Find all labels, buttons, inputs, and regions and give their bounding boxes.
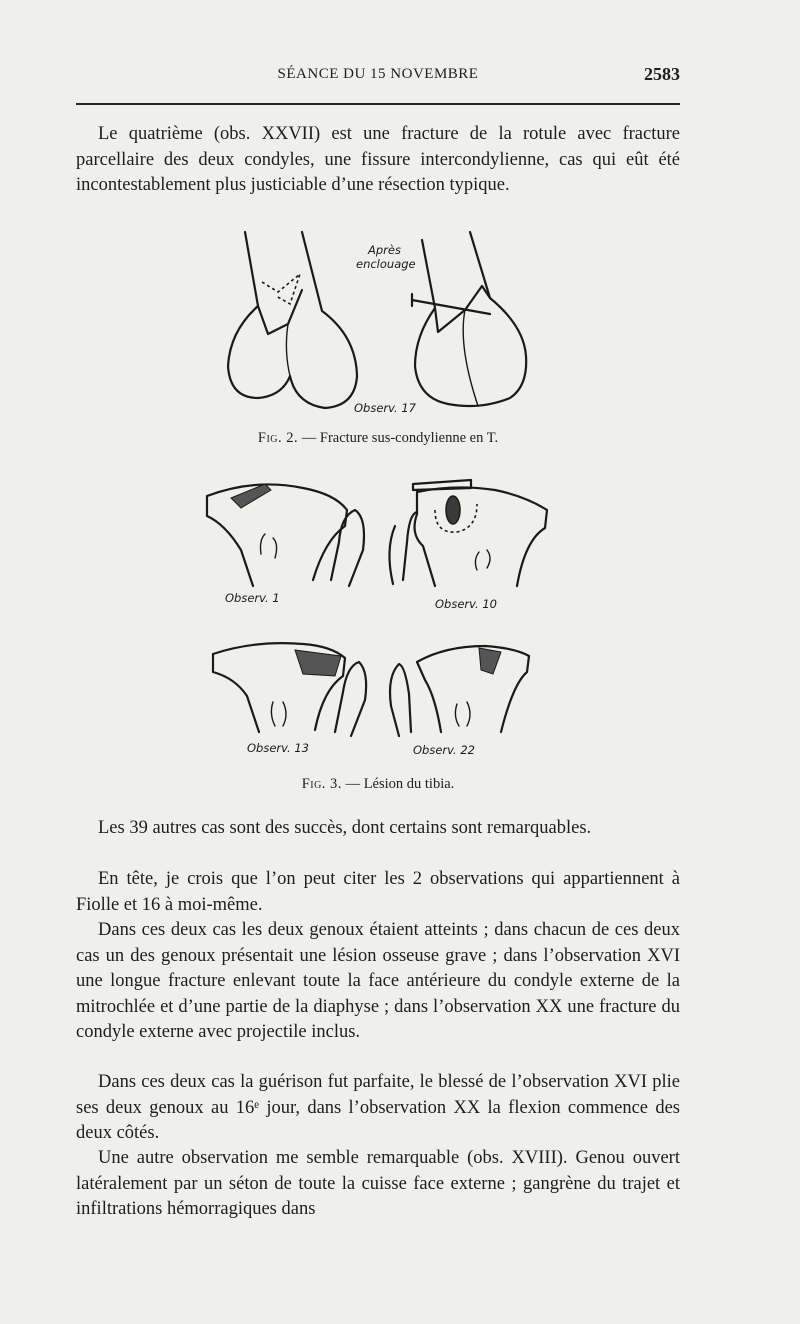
page-header (76, 62, 680, 92)
paragraph-deux-cas: Dans ces deux cas les deux genoux étaient atteints ; dans chacun de ces deux cas un des genoux présentait une lésion osseuse grave ; dans l’observation XVI une longue fracture enlevant toute la face antérieure du condyle externe de la mitrochlée et d’une partie de la diaphyse ; dans l’observation XX une fracture du condyle externe avec projectile inclus. (76, 920, 680, 1042)
label-observ-1: Observ. 1 (225, 591, 280, 605)
projectile (446, 496, 460, 524)
tibia-obs-22 (390, 646, 529, 757)
tibia-obs-13 (213, 643, 366, 755)
figure-2-label: Fig. 2. (257, 430, 299, 446)
running-title: SÉANCE DU 15 NOVEMBRE (277, 66, 479, 82)
paragraph-guerison: Dans ces deux cas la guérison fut parfaite, le blessé de l’observation XVI plie ses deux genoux au 16ᵉ jour, dans l’observation XX la flexion commence des deux côtés. (76, 1072, 680, 1143)
label-observ-13: Observ. 13 (247, 741, 309, 755)
paragraph-obs-xxvii: Le quatrième (obs. XXVII) est une fracture de la rotule avec fracture parcellaire des deux condyles, une fissure intercondylienne, cas qui eût été incontestablement plus justiciable d’une résection typique. (76, 124, 680, 195)
paragraph-obs-xviii: Une autre observation me semble remarquable (obs. XVIII). Genou ouvert latéralement par un séton de toute la cuisse face externe ; gangrène du trajet et infiltrations hémorragiques dans (76, 1148, 680, 1219)
lesion-shaded (295, 650, 341, 676)
femur-left-fracture (258, 290, 302, 334)
figure-3-caption-text: — Lésion du tibia. (345, 776, 455, 792)
femur-left-outline (228, 232, 357, 408)
paragraph-39-cas: Les 39 autres cas sont des succès, dont certains sont remarquables. (98, 818, 592, 838)
annotation-apres: Après (368, 243, 401, 257)
figure-2-drawing (210, 226, 550, 426)
figure-3-caption (76, 776, 680, 793)
figure-2-caption (76, 430, 680, 447)
femur-left-split (286, 324, 290, 376)
page-number: 2583 (644, 64, 680, 84)
figure-3-drawing (195, 470, 575, 770)
annotation-enclouage: enclouage (356, 257, 416, 271)
figure-2-caption-text: — Fracture sus-condylienne en T. (301, 430, 499, 446)
tibia-obs-10 (389, 480, 547, 611)
label-observ-22: Observ. 22 (413, 743, 475, 757)
header-rule (76, 103, 680, 105)
patella-fragment (413, 480, 471, 490)
annotation-observ-17: Observ. 17 (354, 401, 416, 415)
femur-right-nail (412, 300, 490, 314)
paragraph-en-tete: En tête, je crois que l’on peut citer les 2 observations qui appartiennent à Fiolle et 16 à moi-même. (76, 869, 680, 915)
tibia-obs-1 (207, 484, 364, 605)
femur-right-split (463, 310, 478, 406)
label-observ-10: Observ. 10 (435, 597, 497, 611)
femur-left-fragment-dashed (262, 274, 300, 304)
lesion-shaded (479, 648, 501, 674)
figure-3-label: Fig. 3. (301, 776, 342, 792)
